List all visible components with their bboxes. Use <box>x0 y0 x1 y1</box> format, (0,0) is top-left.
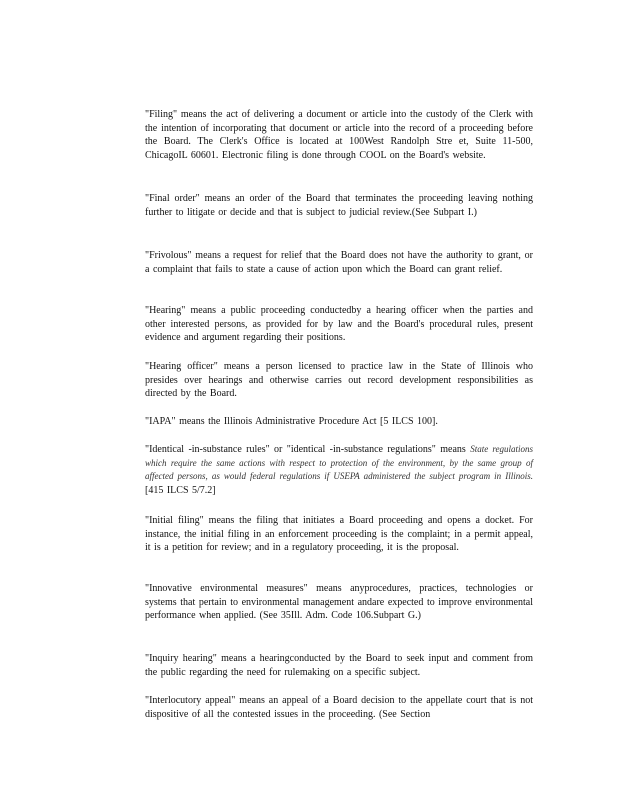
definition-hearing: "Hearing" means a public proceeding conductedby a hearing officer when the parties and other interested persons, as provided for by law and the Board's procedural rules, present evidence and argument regarding their positions. <box>145 305 533 344</box>
definition-initial-filing: "Initial filing" means the filing that initiates a Board proceeding and opens a docket. For instance, the initial filing in an enforcement proceeding is the complaint; in a permit appeal, it is a petition for review; and in a regulatory proceeding, it is the proposal. <box>145 515 533 554</box>
definition-filing: "Filing" means the act of delivering a document or article into the custody of the Clerk with the intention of incorporating that document or article into the record of a proceeding before the Board. The Clerk's Office is located at 100West Randolph Stre et, Suite 11-500, ChicagoIL 60601. Electronic filing is done through COOL on the Board's website. <box>145 109 533 162</box>
statutory-quote: State regulations which require the same actions with respect to protection of the environment, by the same group of affected persons, as would federal regulations if USEPA administered the subject program in Illinois. <box>145 444 533 482</box>
definition-interlocutory-appeal: "Interlocutory appeal" means an appeal of a Board decision to the appellate court that is not dispositive of all the contested issues in the proceeding. (See Section <box>145 695 533 720</box>
definition-identical-in-substance <box>145 443 533 498</box>
definition-hearing-officer: "Hearing officer" means a person licensed to practice law in the State of Illinois who presides over hearings and otherwise carries out record development responsibilities as directed by the Board. <box>145 361 533 400</box>
definition-frivolous: "Frivolous" means a request for relief that the Board does not have the authority to grant, or a complaint that fails to state a cause of action upon which the Board can grant relief. <box>145 250 533 275</box>
statute-citation: [415 ILCS 5/7.2] <box>145 485 216 497</box>
definition-innovative-measures: "Innovative environmental measures" means anyprocedures, practices, technologies or systems that pertain to environmental management andare expected to improve environmental performance when applied. (See 35Ill. Adm. Code 106.Subpart G.) <box>145 583 533 622</box>
definition-final-order: "Final order" means an order of the Board that terminates the proceeding leaving nothing further to litigate or decide and that is subject to judicial review.(See Subpart I.) <box>145 193 533 218</box>
definition-inquiry-hearing: "Inquiry hearing" means a hearingconducted by the Board to seek input and comment from the public regarding the need for rulemaking on a specific subject. <box>145 653 533 678</box>
definition-term: "Identical -in-substance rules" or "identical -in-substance regulations" means <box>145 444 471 455</box>
definition-iapa: "IAPA" means the Illinois Administrative Procedure Act [5 ILCS 100]. <box>145 416 438 427</box>
